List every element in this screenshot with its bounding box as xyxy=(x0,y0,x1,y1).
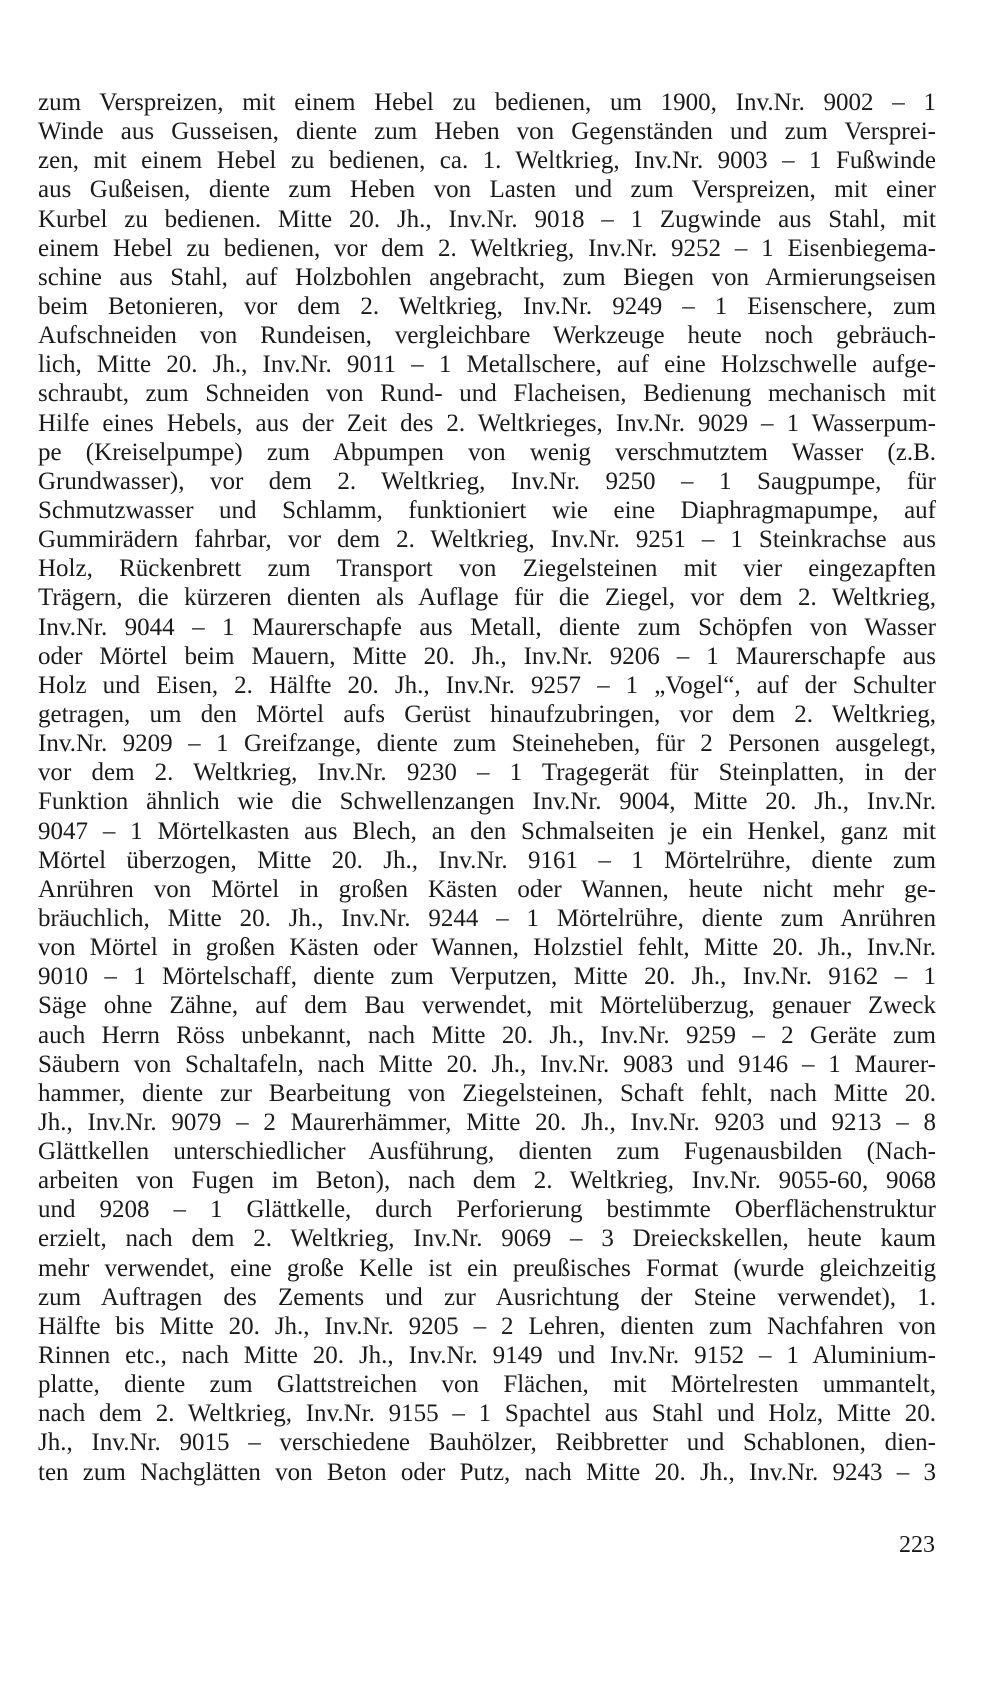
text-line: ten zum Nachglätten von Beton oder Putz, nach Mitte 20. Jh., Inv.Nr. 9243 – 3 xyxy=(38,1458,936,1486)
text-line: Hilfe eines Hebels, aus der Zeit des 2. Weltkrieges, Inv.Nr. 9029 – 1 Wasserpum- xyxy=(38,409,936,437)
text-line: Aufschneiden von Rundeisen, vergleichbare Werkzeuge heute noch gebräuch- xyxy=(38,322,936,350)
text-line: Winde aus Gusseisen, diente zum Heben von Gegenständen und zum Versprei- xyxy=(38,118,936,146)
text-line: Inv.Nr. 9044 – 1 Maurerschapfe aus Metall, diente zum Schöpfen von Wasser xyxy=(38,613,936,641)
text-line: oder Mörtel beim Mauern, Mitte 20. Jh., Inv.Nr. 9206 – 1 Maurerschapfe aus xyxy=(38,642,936,670)
text-line: Funktion ähnlich wie die Schwellenzangen Inv.Nr. 9004, Mitte 20. Jh., Inv.Nr. xyxy=(38,788,936,816)
body-text xyxy=(38,88,936,1487)
text-line: aus Gußeisen, diente zum Heben von Lasten und zum Verspreizen, mit einer xyxy=(38,176,936,204)
text-line: hammer, diente zur Bearbeitung von Ziegelsteinen, Schaft fehlt, nach Mitte 20. xyxy=(38,1079,936,1107)
text-line: mehr verwendet, eine große Kelle ist ein preußisches Format (wurde gleichzeitig xyxy=(38,1254,936,1282)
text-line: Hälfte bis Mitte 20. Jh., Inv.Nr. 9205 – 2 Lehren, dienten zum Nachfahren von xyxy=(38,1312,936,1340)
text-line: Grundwasser), vor dem 2. Weltkrieg, Inv.Nr. 9250 – 1 Saugpumpe, für xyxy=(38,467,936,495)
text-line: Inv.Nr. 9209 – 1 Greifzange, diente zum Steineheben, für 2 Personen ausgelegt, xyxy=(38,730,936,758)
text-line: Holz und Eisen, 2. Hälfte 20. Jh., Inv.Nr. 9257 – 1 „Vogel“, auf der Schulter xyxy=(38,671,936,699)
text-line: Säubern von Schaltafeln, nach Mitte 20. Jh., Inv.Nr. 9083 und 9146 – 1 Maurer- xyxy=(38,1050,936,1078)
text-line: Jh., Inv.Nr. 9079 – 2 Maurerhämmer, Mitte 20. Jh., Inv.Nr. 9203 und 9213 – 8 xyxy=(38,1108,936,1136)
text-line: zen, mit einem Hebel zu bedienen, ca. 1. Weltkrieg, Inv.Nr. 9003 – 1 Fußwinde xyxy=(38,147,936,175)
text-line: Holz, Rückenbrett zum Transport von Ziegelsteinen mit vier eingezapften xyxy=(38,555,936,583)
text-line: Trägern, die kürzeren dienten als Auflage für die Ziegel, vor dem 2. Weltkrieg, xyxy=(38,584,936,612)
text-line: Säge ohne Zähne, auf dem Bau verwendet, mit Mörtelüberzug, genauer Zweck xyxy=(38,992,936,1020)
text-line: und 9208 – 1 Glättkelle, durch Perforierung bestimmte Oberflächenstruktur xyxy=(38,1196,936,1224)
text-line: schraubt, zum Schneiden von Rund- und Flacheisen, Bedienung mechanisch mit xyxy=(38,380,936,408)
text-line: beim Betonieren, vor dem 2. Weltkrieg, Inv.Nr. 9249 – 1 Eisenschere, zum xyxy=(38,292,936,320)
page-number: 223 xyxy=(899,1532,935,1558)
text-line: nach dem 2. Weltkrieg, Inv.Nr. 9155 – 1 Spachtel aus Stahl und Holz, Mitte 20. xyxy=(38,1400,936,1428)
text-line: Schmutzwasser und Schlamm, funktioniert wie eine Diaphragmapumpe, auf xyxy=(38,496,936,524)
text-line: schine aus Stahl, auf Holzbohlen angebracht, zum Biegen von Armierungseisen xyxy=(38,263,936,291)
text-line: zum Auftragen des Zements und zur Ausrichtung der Steine verwendet), 1. xyxy=(38,1283,936,1311)
text-line: arbeiten von Fugen im Beton), nach dem 2. Weltkrieg, Inv.Nr. 9055-60, 9068 xyxy=(38,1167,936,1195)
text-line: getragen, um den Mörtel aufs Gerüst hinaufzubringen, vor dem 2. Weltkrieg, xyxy=(38,700,936,728)
text-line: Glättkellen unterschiedlicher Ausführung, dienten zum Fugenausbilden (Nach- xyxy=(38,1138,936,1166)
text-line: Gummirädern fahrbar, vor dem 2. Weltkrieg, Inv.Nr. 9251 – 1 Steinkrachse aus xyxy=(38,526,936,554)
text-line: Rinnen etc., nach Mitte 20. Jh., Inv.Nr. 9149 und Inv.Nr. 9152 – 1 Aluminium- xyxy=(38,1342,936,1370)
text-line: auch Herrn Röss unbekannt, nach Mitte 20. Jh., Inv.Nr. 9259 – 2 Geräte zum xyxy=(38,1021,936,1049)
text-line: lich, Mitte 20. Jh., Inv.Nr. 9011 – 1 Metallschere, auf eine Holzschwelle aufge- xyxy=(38,351,936,379)
text-line: erzielt, nach dem 2. Weltkrieg, Inv.Nr. 9069 – 3 Dreieckskellen, heute kaum xyxy=(38,1225,936,1253)
text-line: pe (Kreiselpumpe) zum Abpumpen von wenig verschmutztem Wasser (z.B. xyxy=(38,438,936,466)
text-line: Mörtel überzogen, Mitte 20. Jh., Inv.Nr. 9161 – 1 Mörtelrühre, diente zum xyxy=(38,846,936,874)
text-line: platte, diente zum Glattstreichen von Flächen, mit Mörtelresten ummantelt, xyxy=(38,1371,936,1399)
text-line: einem Hebel zu bedienen, vor dem 2. Weltkrieg, Inv.Nr. 9252 – 1 Eisenbiegema- xyxy=(38,234,936,262)
text-line: 9010 – 1 Mörtelschaff, diente zum Verputzen, Mitte 20. Jh., Inv.Nr. 9162 – 1 xyxy=(38,963,936,991)
text-line: 9047 – 1 Mörtelkasten aus Blech, an den Schmalseiten je ein Henkel, ganz mit xyxy=(38,817,936,845)
text-line: Kurbel zu bedienen. Mitte 20. Jh., Inv.Nr. 9018 – 1 Zugwinde aus Stahl, mit xyxy=(38,205,936,233)
text-line: vor dem 2. Weltkrieg, Inv.Nr. 9230 – 1 Tragegerät für Steinplatten, in der xyxy=(38,759,936,787)
text-line: Jh., Inv.Nr. 9015 – verschiedene Bauhölzer, Reibbretter und Schablonen, dien- xyxy=(38,1429,936,1457)
text-line: Anrühren von Mörtel in großen Kästen oder Wannen, heute nicht mehr ge- xyxy=(38,875,936,903)
text-line: von Mörtel in großen Kästen oder Wannen, Holzstiel fehlt, Mitte 20. Jh., Inv.Nr. xyxy=(38,934,936,962)
text-line: bräuchlich, Mitte 20. Jh., Inv.Nr. 9244 – 1 Mörtelrühre, diente zum Anrühren xyxy=(38,904,936,932)
text-line: zum Verspreizen, mit einem Hebel zu bedienen, um 1900, Inv.Nr. 9002 – 1 xyxy=(38,89,936,116)
